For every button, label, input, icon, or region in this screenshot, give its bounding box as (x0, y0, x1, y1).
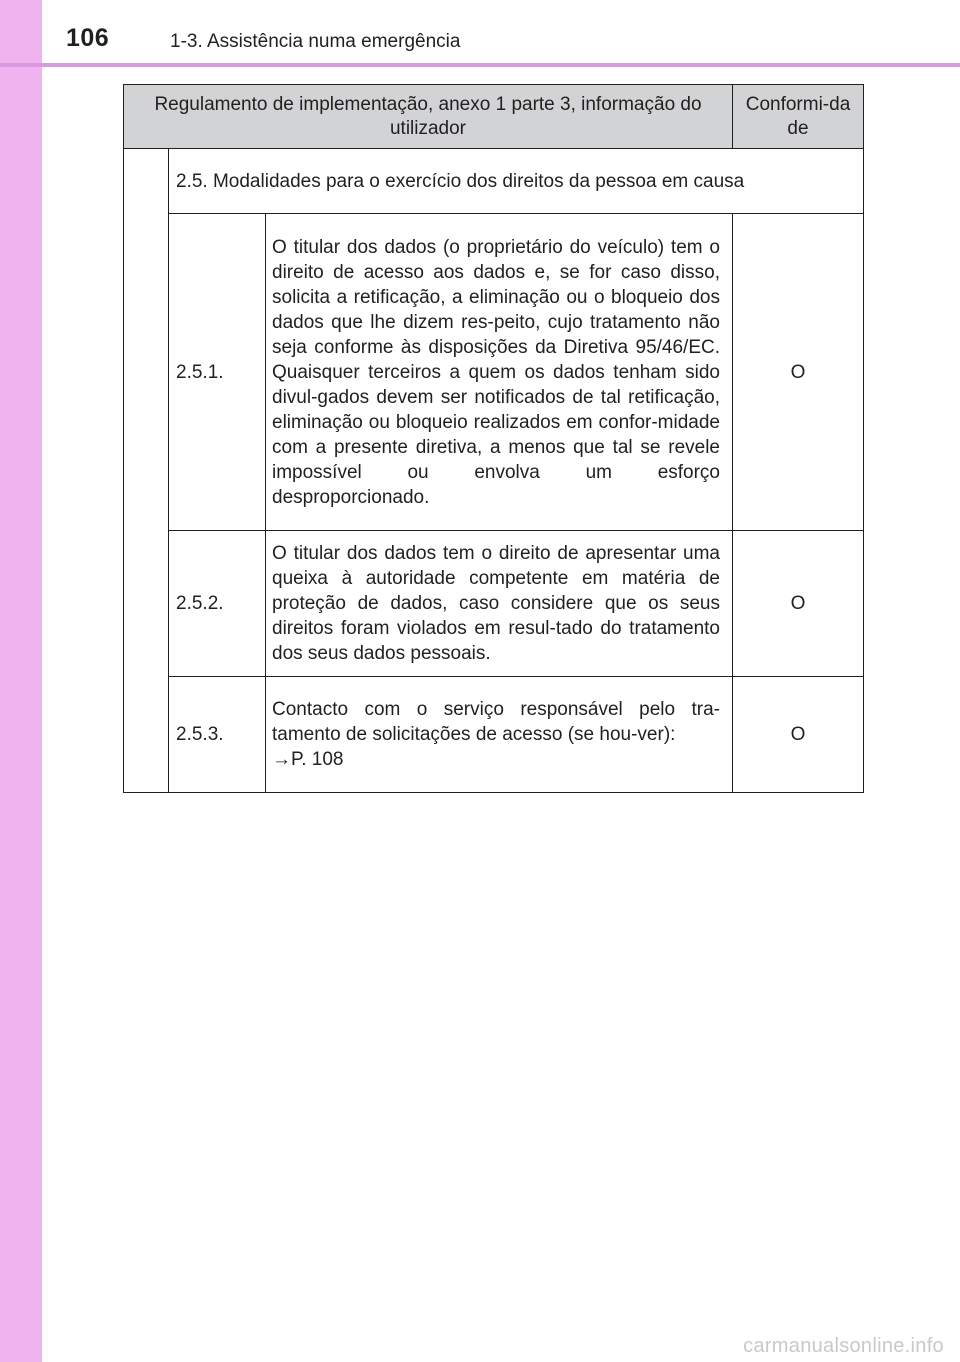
side-color-band (0, 0, 42, 1362)
table-row (124, 214, 864, 531)
row-id: 2.5.2. (169, 531, 266, 677)
row-text: Contacto com o serviço responsável pelo tra-tamento de solicitações de acesso (se hou-ver): (272, 699, 720, 745)
watermark: carmanualsonline.info (743, 1335, 944, 1357)
row-conformity: O (733, 214, 864, 531)
table-row (124, 531, 864, 677)
row-id: 2.5.3. (169, 677, 266, 793)
section-heading: 2.5. Modalidades para o exercício dos direitos da pessoa em causa (169, 149, 864, 214)
page-number: 106 (66, 24, 110, 52)
page-header (0, 0, 960, 63)
section-row (124, 149, 864, 214)
header-rule (0, 63, 960, 67)
indent-column (124, 149, 169, 793)
section-title: 1-3. Assistência numa emergência (170, 31, 461, 52)
row-conformity: O (733, 677, 864, 793)
header-color-tab (0, 0, 42, 63)
row-id: 2.5.1. (169, 214, 266, 531)
table-header-row (124, 85, 864, 149)
header-conformity: Conformi-dade (733, 85, 864, 149)
row-text-cell (266, 677, 733, 793)
regulation-table (123, 84, 864, 793)
row-text: O titular dos dados (o proprietário do veículo) tem o direito de acesso aos dados e, se for caso disso, solicita a retificação, a eliminação ou o bloqueio dos dados que lhe dizem res-peito, cujo tratamento não seja conforme às disposições da Diretiva 95/46/EC. Quaisquer terceiros a quem os dados tenham sido divul-gados devem ser notificados de tal retificação, eliminação ou bloqueio realizados em confor-midade com a presente diretiva, a menos que tal se revele impossível ou envolva um esforço desproporcionado. (266, 214, 733, 531)
header-regulation: Regulamento de implementação, anexo 1 parte 3, informação do utilizador (124, 85, 733, 149)
page-reference: →P. 108 (272, 749, 344, 770)
row-text: O titular dos dados tem o direito de apresentar uma queixa à autoridade competente em matéria de proteção de dados, caso considere que os seus direitos foram violados em resul-tado do tratamento dos seus dados pessoais. (266, 531, 733, 677)
table-row (124, 677, 864, 793)
row-conformity: O (733, 531, 864, 677)
